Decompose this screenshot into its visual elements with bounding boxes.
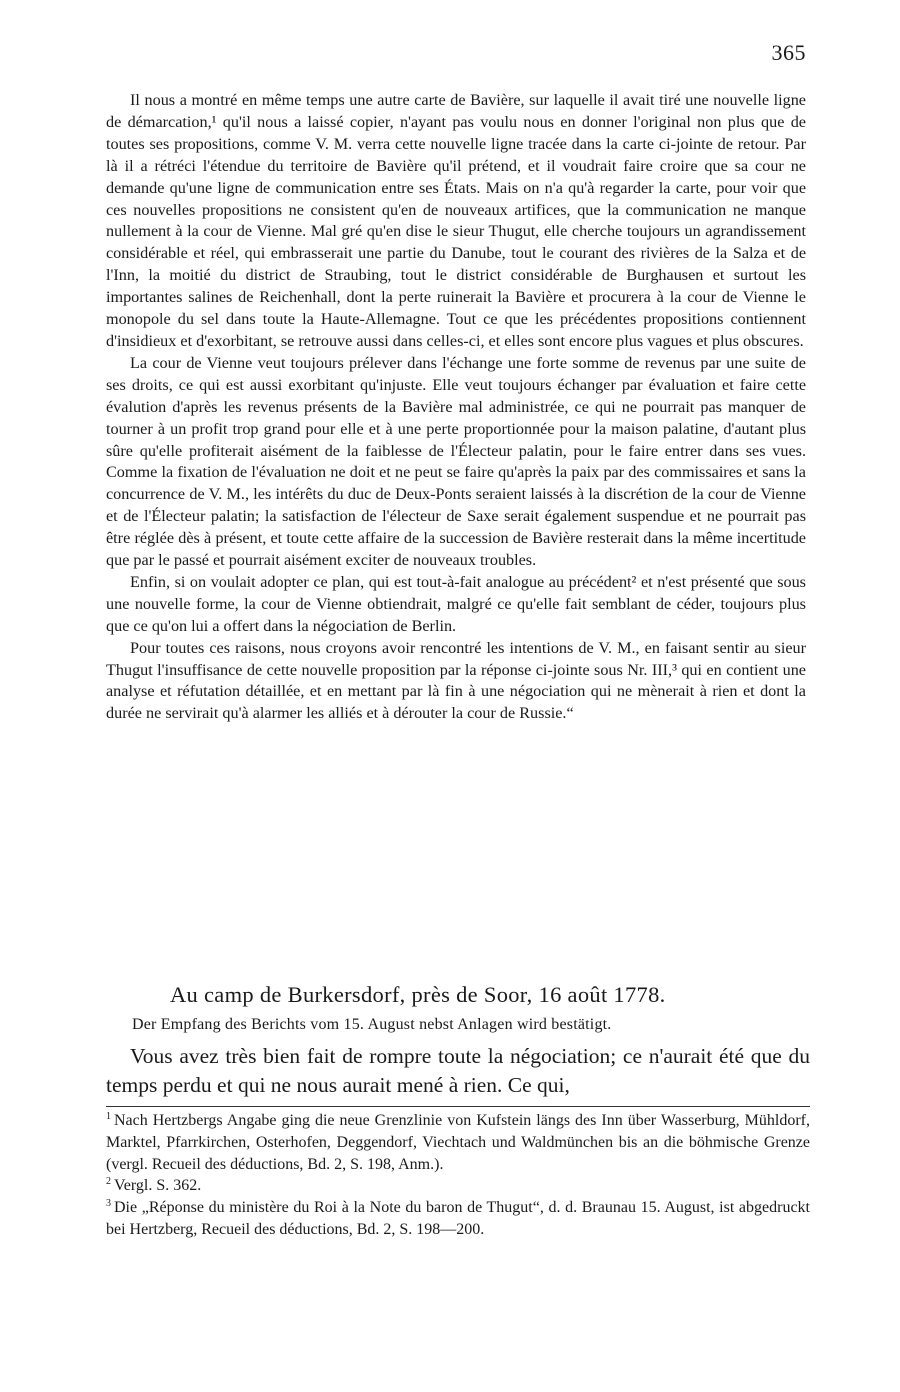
paragraph: La cour de Vienne veut toujours prélever dans l'échange une forte somme de revenus par une suite de ses droits, ce qui est aussi exorbitant qu'injuste. Elle veut toujours échanger par évaluation et faire cette évalution d'après les revenus présents de la Bavière mal administrée, ce qui ne pourrait pas manquer de tourner à un profit trop grand pour elle et à une perte proportionnée pour la maison palatine, d'autant plus sûre qu'elle profiterait aisément de la faiblesse de l'Électeur palatin, pour le faire entrer dans ses vues. Comme la fixation de l'évaluation ne doit et ne peut se faire qu'après la paix par des commissaires et sans la concurrence de V. M., les intérêts du duc de Deux-Ponts seraient laissés à la discrétion de la cour de Vienne et de l'Électeur palatin; la satisfaction de l'électeur de Saxe serait également suspendue et ne pourrait pas être réglée dès à présent, et toute cette affaire de la succession de Bavière resterait dans la même incertitude que par le passé et pourrait aisément exciter de nouveaux troubles.	[106, 353, 806, 570]
footnote	[106, 1110, 810, 1175]
body-text	[106, 90, 806, 725]
footnote-number: 2	[106, 1176, 111, 1188]
footnote-number: 3	[106, 1197, 111, 1209]
footnote	[106, 1175, 810, 1197]
footnotes	[106, 1110, 810, 1241]
letter-text: Vous avez très bien fait de rompre toute la négociation; ce n'aurait été que du temps perdu et qui ne nous aurait mené à rien. Ce qui,	[106, 1044, 810, 1097]
footnote-text: Nach Hertzbergs Angabe ging die neue Grenzlinie von Kufstein längs des Inn über Wasserburg, Mühldorf, Marktel, Pfarrkirchen, Osterhofen, Deggendorf, Viechtach und Waldmünchen bis an die böhmische Grenze (vergl. Recueil des déductions, Bd. 2, S. 198, Anm.).	[106, 1112, 810, 1173]
letter-heading: Au camp de Burkersdorf, près de Soor, 16 août 1778.	[170, 982, 666, 1007]
footnote	[106, 1197, 810, 1241]
footnote-number: 1	[106, 1110, 111, 1122]
footnote-rule	[106, 1106, 810, 1107]
paragraph: Pour toutes ces raisons, nous croyons avoir rencontré les intentions de V. M., en faisant sentir au sieur Thugut l'insuffisance de cette nouvelle proposition par la réponse ci-jointe sous Nr. III,³ qui en contient une analyse et réfutation détaillée, et en mettant par là fin à une négociation qui ne mènerait à rien et dont la durée ne servirait qu'à alarmer les alliés et à dérouter la cour de Russie.“	[106, 638, 806, 723]
page-number: 365	[771, 40, 806, 65]
paragraph: Il nous a montré en même temps une autre carte de Bavière, sur laquelle il avait tiré une nouvelle ligne de démarcation,¹ qu'il nous a laissé copier, n'ayant pas voulu nous en donner l'original non plus que de toutes ses propositions, comme V. M. verra cette nouvelle ligne tracée dans la carte ci-jointe de retour. Par là il a rétréci l'étendue du territoire de Bavière qu'il prétend, et il voudrait faire croire que sa cour ne demande qu'une ligne de communication entre ses États. Mais on n'a qu'à regarder la carte, pour voir que ces nouvelles propositions ne consistent qu'en de nouveaux artifices, que la communication ne manque nullement à la cour de Vienne. Mal gré qu'en dise le sieur Thugut, elle cherche toujours un agrandissement considérable et réel, qui embrasserait une partie du Danube, tout le courant des rivières de la Salza et de l'Inn, la moitié du district de Straubing, tout le district considérable de Burghausen et surtout les importantes salines de Reichenhall, dont la perte ruinerait la Bavière et procurera à la cour de Vienne le monopole du sel dans toute la Haute-Allemagne. Tout ce que les précédentes propositions contiennent d'insidieux et d'exorbitant, se retrouve aussi dans celles-ci, et elles sont encore plus vagues et plus obscures.	[106, 91, 806, 350]
footnote-text: Vergl. S. 362.	[114, 1177, 202, 1195]
footnote-text: Die „Réponse du ministère du Roi à la Note du baron de Thugut“, d. d. Braunau 15. August, ist abgedruckt bei Hertzberg, Recueil des déductions, Bd. 2, S. 198—200.	[106, 1199, 810, 1238]
letter-summary: Der Empfang des Berichts vom 15. August nebst Anlagen wird bestätigt.	[132, 1016, 612, 1033]
paragraph: Enfin, si on voulait adopter ce plan, qui est tout-à-fait analogue au précédent² et n'est présenté que sous une nouvelle forme, la cour de Vienne obtiendrait, malgré ce qu'elle fait semblant de céder, toujours plus que ce qu'on lui a offert dans la négociation de Berlin.	[106, 572, 806, 635]
